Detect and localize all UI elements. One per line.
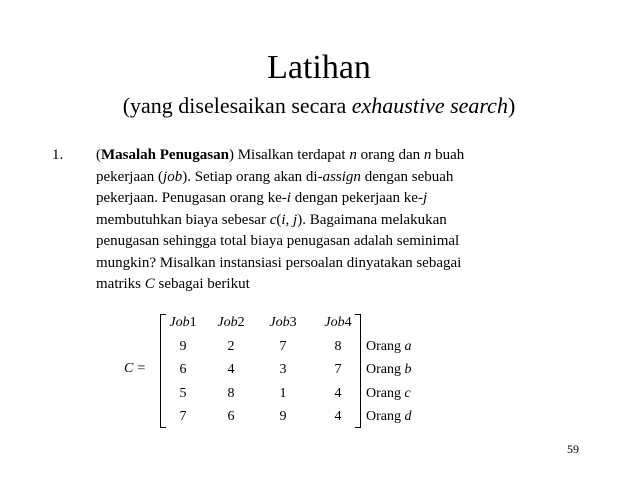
problem-line	[96, 188, 566, 210]
row-label-word: Orang	[366, 386, 401, 401]
subtitle-suffix: )	[507, 93, 516, 118]
matrix-name: C	[124, 361, 134, 376]
matrix-label	[124, 359, 145, 379]
problem-text-segment: mungkin? Misalkan instansiasi persoalan dinyatakan sebagai	[96, 254, 462, 271]
problem-variable: C	[144, 276, 155, 292]
problem-variable: i	[281, 211, 286, 228]
matrix-cell: 8	[227, 386, 235, 401]
column-header-word: Job	[269, 315, 290, 330]
problem-text	[96, 145, 566, 296]
row-label-word: Orang	[366, 409, 401, 424]
matrix-cell: 8	[334, 339, 342, 354]
problem-term: Masalah Penugasan	[101, 147, 229, 163]
problem-variable: i	[286, 190, 291, 206]
problem-variable: n	[423, 147, 432, 163]
problem-text-segment: dengan sebuah	[360, 168, 454, 185]
matrix-row-label	[366, 407, 412, 427]
matrix-cell: 2	[227, 339, 235, 354]
column-header-word: Job	[324, 315, 345, 330]
problem-number: 1.	[52, 147, 64, 163]
problem-text-segment: ,	[285, 211, 294, 228]
problem-line	[96, 145, 566, 167]
row-label-word: Orang	[366, 339, 401, 354]
matrix-cell: 5	[179, 386, 187, 401]
slide-subtitle	[0, 93, 638, 119]
problem-variable: c	[269, 211, 277, 228]
matrix-cell: 1	[279, 386, 287, 401]
matrix-row-label	[366, 360, 412, 380]
matrix-cell: 7	[179, 409, 187, 424]
problem-text-segment: matriks	[96, 276, 145, 292]
subtitle-prefix: (yang diselesaikan secara	[122, 93, 352, 118]
column-header-word: Job	[169, 315, 190, 330]
problem-text-segment: dengan pekerjaan ke-	[290, 190, 423, 206]
matrix-cell: 9	[279, 409, 287, 424]
matrix-row-label	[366, 337, 412, 357]
matrix-cell: 4	[227, 362, 235, 377]
matrix-cell: 7	[334, 362, 342, 377]
subtitle-emphasis: exhaustive search	[351, 93, 508, 118]
page-number: 59	[567, 442, 579, 456]
matrix-column-header	[158, 313, 208, 333]
matrix-cell: 6	[179, 362, 187, 377]
row-label-variable: b	[404, 362, 412, 377]
problem-text-segment: sebagai berikut	[154, 276, 250, 292]
column-header-number: 3	[289, 315, 297, 330]
matrix-cell: 3	[279, 362, 287, 377]
problem-line	[96, 253, 566, 275]
problem-text-segment: ). Bagaimana melakukan	[297, 211, 447, 228]
problem-text-segment: ). Setiap orang akan di-	[182, 168, 323, 185]
problem-text-segment: ) Misalkan terdapat	[228, 147, 350, 163]
matrix-cell: 4	[334, 409, 342, 424]
matrix-cell: 6	[227, 409, 235, 424]
problem-text-segment: pekerjaan. Penugasan orang ke-	[96, 190, 287, 206]
problem-variable: assign	[322, 168, 361, 185]
row-label-variable: c	[404, 386, 411, 401]
problem-text-segment: (	[96, 147, 101, 163]
problem-text-segment: orang dan	[356, 147, 424, 163]
column-header-number: 1	[189, 315, 197, 330]
matrix-equals: =	[137, 361, 146, 376]
matrix-column-header	[313, 313, 363, 333]
matrix-column-header	[258, 313, 308, 333]
problem-variable: job	[163, 168, 183, 185]
row-label-variable: a	[404, 339, 412, 354]
matrix-cell: 9	[179, 339, 187, 354]
problem-line	[96, 274, 566, 296]
problem-line	[96, 231, 566, 253]
slide-title: Latihan	[267, 49, 371, 86]
column-header-word: Job	[217, 315, 238, 330]
problem-line	[96, 167, 566, 189]
problem-variable: j	[293, 211, 298, 228]
row-label-word: Orang	[366, 362, 401, 377]
column-header-number: 4	[344, 315, 352, 330]
problem-text-segment: (	[276, 211, 282, 228]
problem-variable: j	[422, 190, 428, 206]
problem-text-segment: penugasan sehingga total biaya penugasan adalah seminimal	[96, 233, 460, 249]
row-label-variable: d	[404, 409, 412, 424]
problem-line	[96, 210, 566, 232]
problem-text-segment: pekerjaan (	[96, 168, 164, 185]
problem-text-segment: membutuhkan biaya sebesar	[96, 211, 270, 228]
matrix-column-header	[206, 313, 256, 333]
matrix-cell: 7	[279, 339, 287, 354]
column-header-number: 2	[237, 315, 245, 330]
matrix-cell: 4	[334, 386, 342, 401]
matrix-row-label	[366, 384, 411, 404]
problem-variable: n	[349, 147, 357, 163]
problem-text-segment: buah	[431, 147, 465, 163]
